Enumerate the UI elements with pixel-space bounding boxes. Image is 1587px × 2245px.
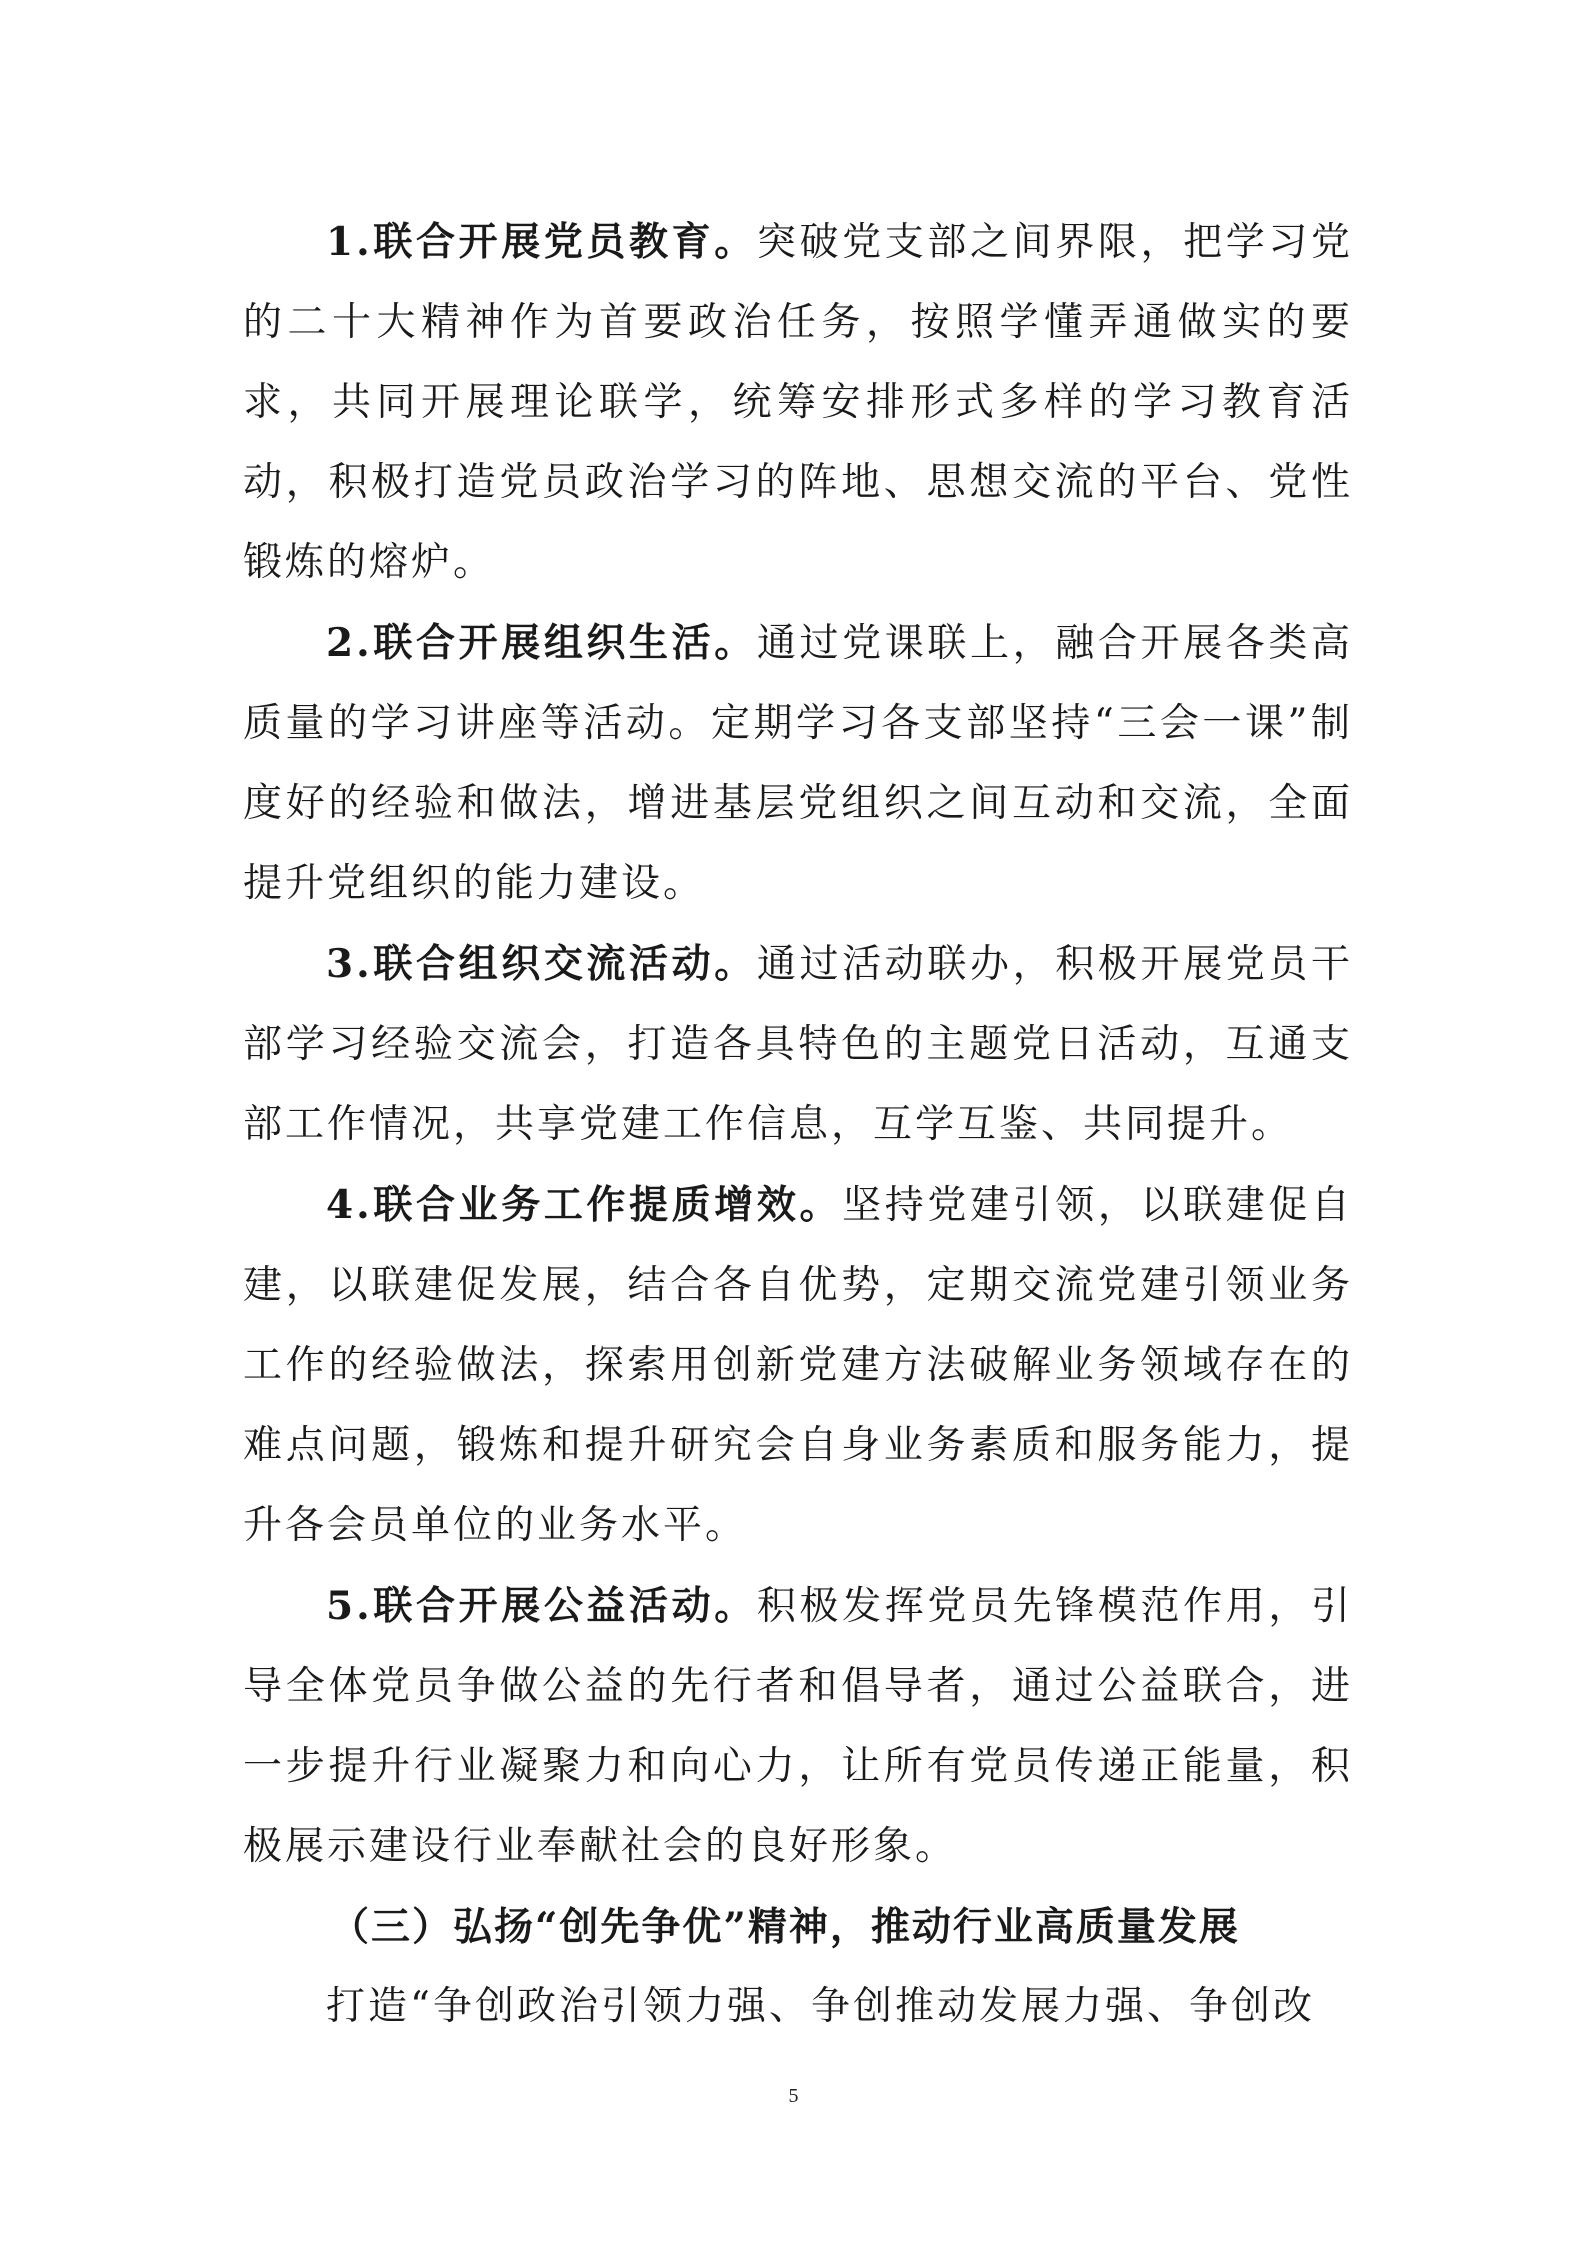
page-number: 5: [788, 2085, 799, 2107]
closing-paragraph: 打造“争创政治引领力强、争创推动发展力强、争创改: [326, 1984, 1315, 2029]
paragraph-lead: 2.联合开展组织生活。: [326, 620, 757, 666]
paragraph-exchange-activities: [243, 924, 1353, 1165]
paragraph-public-welfare: [243, 1566, 1353, 1887]
paragraph-lead: 1.联合开展党员教育。: [326, 219, 757, 265]
paragraph-text: 突破党支部之间界限，把学习党的二十大精神作为首要政治任务，按照学懂弄通做实的要求，共同开展理论联学，统筹安排形式多样的学习教育活动，积极打造党员政治学习的阵地、思想交流的平台、党性锻炼的熔炉。: [243, 220, 1353, 585]
paragraph-lead: 4.联合业务工作提质增效。: [326, 1182, 843, 1228]
paragraph-text: 积极发挥党员先锋模范作用，引导全体党员争做公益的先行者和倡导者，通过公益联合，进一步提升行业凝聚力和向心力，让所有党员传递正能量，积极展示建设行业奉献社会的良好形象。: [243, 1584, 1353, 1869]
paragraph-lead: 5.联合开展公益活动。: [326, 1583, 757, 1629]
paragraph-organization-life: [243, 603, 1353, 924]
paragraph-party-education: [243, 202, 1353, 603]
section-heading: （三）弘扬“创先争优”精神，推动行业高质量发展: [330, 1904, 1240, 1950]
paragraph-business-efficiency: [243, 1165, 1353, 1566]
paragraph-lead: 3.联合组织交流活动。: [326, 941, 757, 987]
paragraph-text: 坚持党建引领，以联建促自建，以联建促发展，结合各自优势，定期交流党建引领业务工作的经验做法，探索用创新党建方法破解业务领域存在的难点问题，锻炼和提升研究会自身业务素质和服务能力，提升各会员单位的业务水平。: [243, 1183, 1353, 1548]
document-body: [243, 202, 1353, 2047]
paragraph-text: 通过活动联办，积极开展党员干部学习经验交流会，打造各具特色的主题党日活动，互通支部工作情况，共享党建工作信息，互学互鉴、共同提升。: [243, 942, 1353, 1147]
paragraph-text: 通过党课联上，融合开展各类高质量的学习讲座等活动。定期学习各支部坚持“三会一课”制度好的经验和做法，增进基层党组织之间互动和交流，全面提升党组织的能力建设。: [243, 621, 1353, 906]
